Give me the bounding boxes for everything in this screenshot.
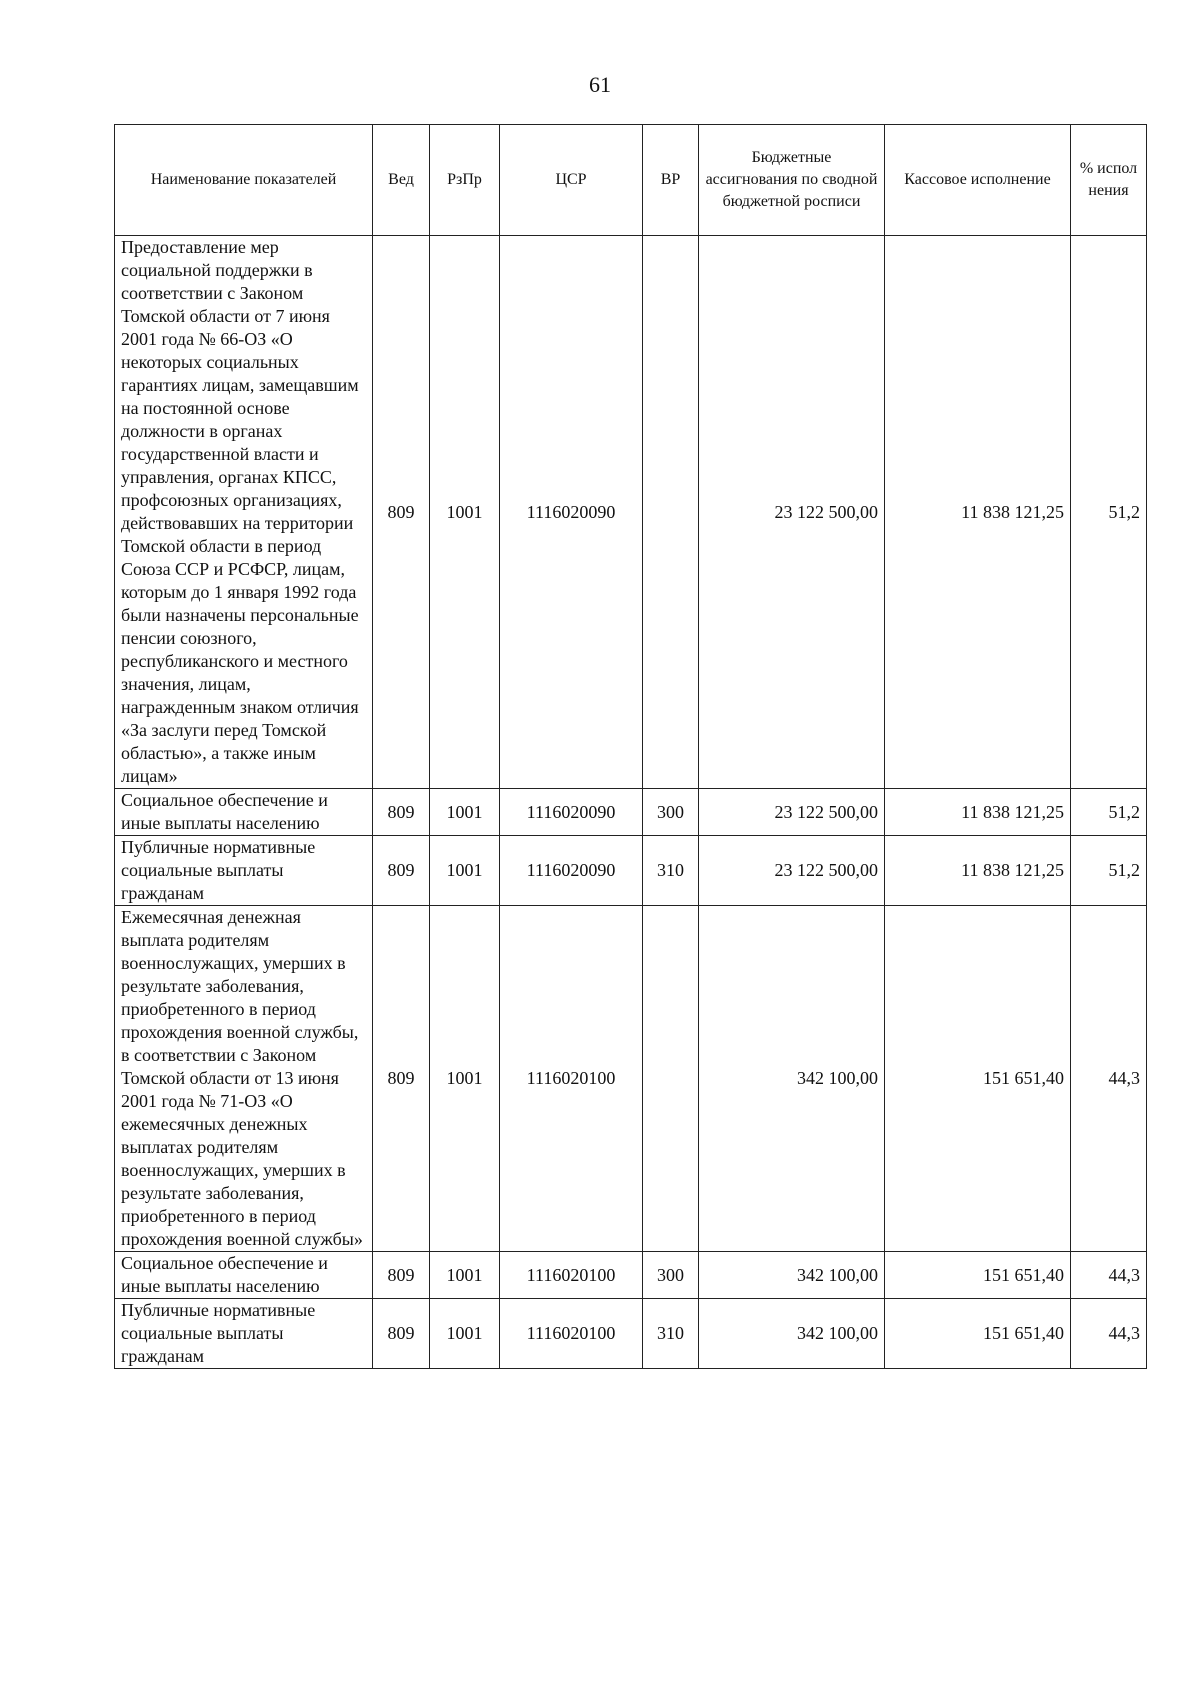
row-ved: 809: [373, 836, 430, 906]
header-assignments: Бюджетные ассигнования по сводной бюджетной росписи: [699, 125, 885, 236]
row-rzpr: 1001: [430, 236, 500, 789]
row-csr: 1116020100: [500, 1299, 643, 1369]
row-cash: 11 838 121,25: [885, 236, 1071, 789]
row-assignments: 23 122 500,00: [699, 789, 885, 836]
row-percent: 51,2: [1071, 789, 1147, 836]
table-row: [115, 789, 1147, 836]
row-vr: [643, 236, 699, 789]
row-percent: 44,3: [1071, 1299, 1147, 1369]
row-csr: 1116020090: [500, 236, 643, 789]
row-csr: 1116020090: [500, 836, 643, 906]
row-ved: 809: [373, 789, 430, 836]
row-rzpr: 1001: [430, 789, 500, 836]
header-rzpr: РзПр: [430, 125, 500, 236]
header-percent: % испол нения: [1071, 125, 1147, 236]
table-row: [115, 836, 1147, 906]
row-name: Ежемесячная денежная выплата родителям военнослужащих, умерших в результате заболевания, приобретенного в период прохождения военной службы, в соответствии с Законом Томской области от 13 июня 2001 года № 71-ОЗ «О ежемесячных денежных выплатах родителям военнослужащих, умерших в результате заболевания, приобретенного в период прохождения военной службы»: [115, 906, 373, 1252]
header-csr: ЦСР: [500, 125, 643, 236]
row-name: Публичные нормативные социальные выплаты гражданам: [115, 836, 373, 906]
row-rzpr: 1001: [430, 906, 500, 1252]
row-vr: 310: [643, 836, 699, 906]
row-ved: 809: [373, 236, 430, 789]
header-ved: Вед: [373, 125, 430, 236]
row-rzpr: 1001: [430, 836, 500, 906]
row-cash: 151 651,40: [885, 906, 1071, 1252]
row-assignments: 23 122 500,00: [699, 236, 885, 789]
table-row: [115, 236, 1147, 789]
row-rzpr: 1001: [430, 1299, 500, 1369]
row-csr: 1116020090: [500, 789, 643, 836]
row-assignments: 342 100,00: [699, 906, 885, 1252]
table-row: [115, 1252, 1147, 1299]
table-row: [115, 1299, 1147, 1369]
row-percent: 44,3: [1071, 906, 1147, 1252]
row-percent: 44,3: [1071, 1252, 1147, 1299]
row-assignments: 342 100,00: [699, 1252, 885, 1299]
row-vr: 300: [643, 789, 699, 836]
row-cash: 11 838 121,25: [885, 789, 1071, 836]
table-header-row: [115, 125, 1147, 236]
row-assignments: 23 122 500,00: [699, 836, 885, 906]
row-vr: 300: [643, 1252, 699, 1299]
row-name: Предоставление мер социальной поддержки в соответствии с Законом Томской области от 7 июня 2001 года № 66-ОЗ «О некоторых социальных гарантиях лицам, замещавшим на постоянной основе должности в органах государственной власти и управления, органах КПСС, профсоюзных организациях, действовавших на территории Томской области в период Союза ССР и РСФСР, лицам, которым до 1 января 1992 года были назначены персональные пенсии союзного, республиканского и местного значения, лицам, награжденным знаком отличия «За заслуги перед Томской областью», а также иным лицам»: [115, 236, 373, 789]
row-cash: 151 651,40: [885, 1252, 1071, 1299]
row-ved: 809: [373, 1252, 430, 1299]
row-csr: 1116020100: [500, 1252, 643, 1299]
row-ved: 809: [373, 906, 430, 1252]
row-cash: 11 838 121,25: [885, 836, 1071, 906]
header-name: Наименование показателей: [115, 125, 373, 236]
row-rzpr: 1001: [430, 1252, 500, 1299]
row-vr: 310: [643, 1299, 699, 1369]
header-vr: ВР: [643, 125, 699, 236]
row-percent: 51,2: [1071, 236, 1147, 789]
table-row: [115, 906, 1147, 1252]
page-number: 61: [589, 72, 611, 97]
row-vr: [643, 906, 699, 1252]
budget-table: [114, 124, 1147, 1369]
row-name: Публичные нормативные социальные выплаты гражданам: [115, 1299, 373, 1369]
row-cash: 151 651,40: [885, 1299, 1071, 1369]
row-name: Социальное обеспечение и иные выплаты населению: [115, 1252, 373, 1299]
header-cash: Кассовое исполнение: [885, 125, 1071, 236]
row-ved: 809: [373, 1299, 430, 1369]
row-percent: 51,2: [1071, 836, 1147, 906]
row-csr: 1116020100: [500, 906, 643, 1252]
row-assignments: 342 100,00: [699, 1299, 885, 1369]
row-name: Социальное обеспечение и иные выплаты населению: [115, 789, 373, 836]
